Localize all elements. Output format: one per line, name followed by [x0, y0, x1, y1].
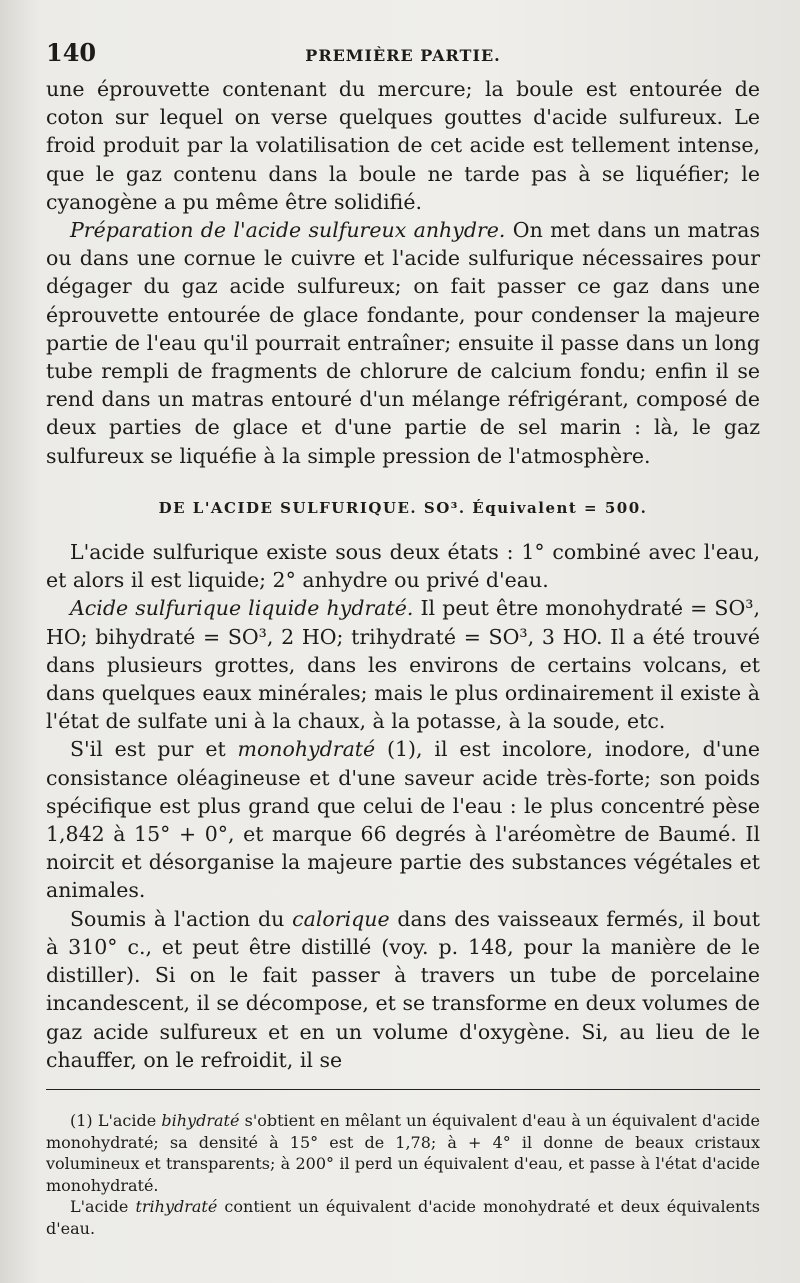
section-heading: DE L'ACIDE SULFURIQUE. SO³. Équivalent = 500.	[158, 498, 648, 517]
italic-term: calorique	[292, 906, 390, 931]
paragraph-text: On met dans un matras ou dans une cornue le cuivre et l'acide sulfurique nécessaires pour dégager du gaz acide sulfureux; on fait passer ce gaz dans une éprouvette entourée de glace fondante, pour condenser la majeure partie de l'eau qu'il pourrait entraîner; ensuite il passe dans un long tube rempli de fragments de chlorure de calcium fondu; enfin il se rend dans un matras entouré d'un mélange réfrigérant, composé de deux parties de glace et d'une partie de sel marin : là, le gaz sulfureux se liquéfie à la simple pression de l'atmosphère.	[46, 218, 760, 468]
text-run: (1) L'acide	[70, 1111, 162, 1130]
paragraph-continuation: une éprouvette contenant du mercure; la boule est entourée de coton sur lequel on verse quelques gouttes d'acide sulfureux. Le froid produit par la volatilisation de cet acide est tellement intense, que le gaz contenu dans la boule ne tarde pas à se liquéfier; le cyanogène a pu même être solidifié.	[46, 77, 760, 214]
paragraph-title: Acide sulfurique liquide hydraté.	[70, 596, 414, 621]
paragraph-title: Préparation de l'acide sulfureux anhydre.	[70, 218, 506, 243]
text-run: Soumis à l'action du	[70, 906, 293, 931]
footnote-divider	[46, 1089, 760, 1090]
body-text	[46, 75, 760, 1074]
footnote-1	[46, 1110, 760, 1196]
italic-term: bihydraté	[161, 1111, 240, 1130]
footnote-2	[46, 1196, 760, 1239]
paragraph-text: Il peut être monohydraté = SO³, HO; bihydraté = SO³, 2 HO; trihydraté = SO³, 3 HO. Il a été trouvé dans plusieurs grottes, dans les environs de certains volcans, et dans quelques eaux minérales; mais le plus ordinairement il existe à l'état de sulfate uni à la chaux, à la potasse, à la soude, etc.	[46, 596, 761, 734]
paragraph-preparation	[46, 216, 760, 470]
text-run: L'acide	[70, 1197, 136, 1216]
paragraph-states: L'acide sulfurique existe sous deux états : 1° combiné avec l'eau, et alors il est liquide; 2° anhydre ou privé d'eau.	[46, 540, 760, 593]
page-header	[46, 38, 760, 68]
page-number: 140	[46, 38, 97, 67]
paragraph-properties	[46, 735, 760, 904]
italic-term: monohydraté	[237, 737, 376, 762]
paragraph-heat	[46, 905, 760, 1074]
text-run: (1), il est incolore, inodore, d'une consistance oléagineuse et d'une saveur acide très-forte; son poids spécifique est plus grand que celui de l'eau : le plus concentré pèse 1,842 à 15° + 0°, et marque 66 degrés à l'aréomètre de Baumé. Il noircit et désorganise la majeure partie des substances végétales et animales.	[46, 737, 760, 903]
paragraph-hydrated	[46, 594, 760, 735]
text-run: contient un équivalent d'acide monohydraté et deux équivalents d'eau.	[46, 1197, 760, 1238]
text-run: s'obtient en mêlant un équivalent d'eau à un équivalent d'acide monohydraté; sa densité à 15° est de 1,78; à + 4° il donne de beaux cristaux volumineux et transparents; à 200° il perd un équivalent d'eau, et passe à l'état d'acide monohydraté.	[46, 1111, 761, 1195]
text-run: S'il est pur et	[70, 737, 238, 762]
text-run: dans des vaisseaux fermés, il bout à 310° c., et peut être distillé (voy. p. 148, pour la manière de le distiller). Si on le fait passer à travers un tube de porcelaine incandescent, il se décompose, et se transforme en deux volumes de gaz acide sulfureux et en un volume d'oxygène. Si, au lieu de le chauffer, on le refroidit, il se	[46, 906, 761, 1072]
footnotes	[46, 1110, 760, 1239]
italic-term: trihydraté	[135, 1197, 218, 1216]
running-title: PREMIÈRE PARTIE.	[305, 46, 501, 65]
